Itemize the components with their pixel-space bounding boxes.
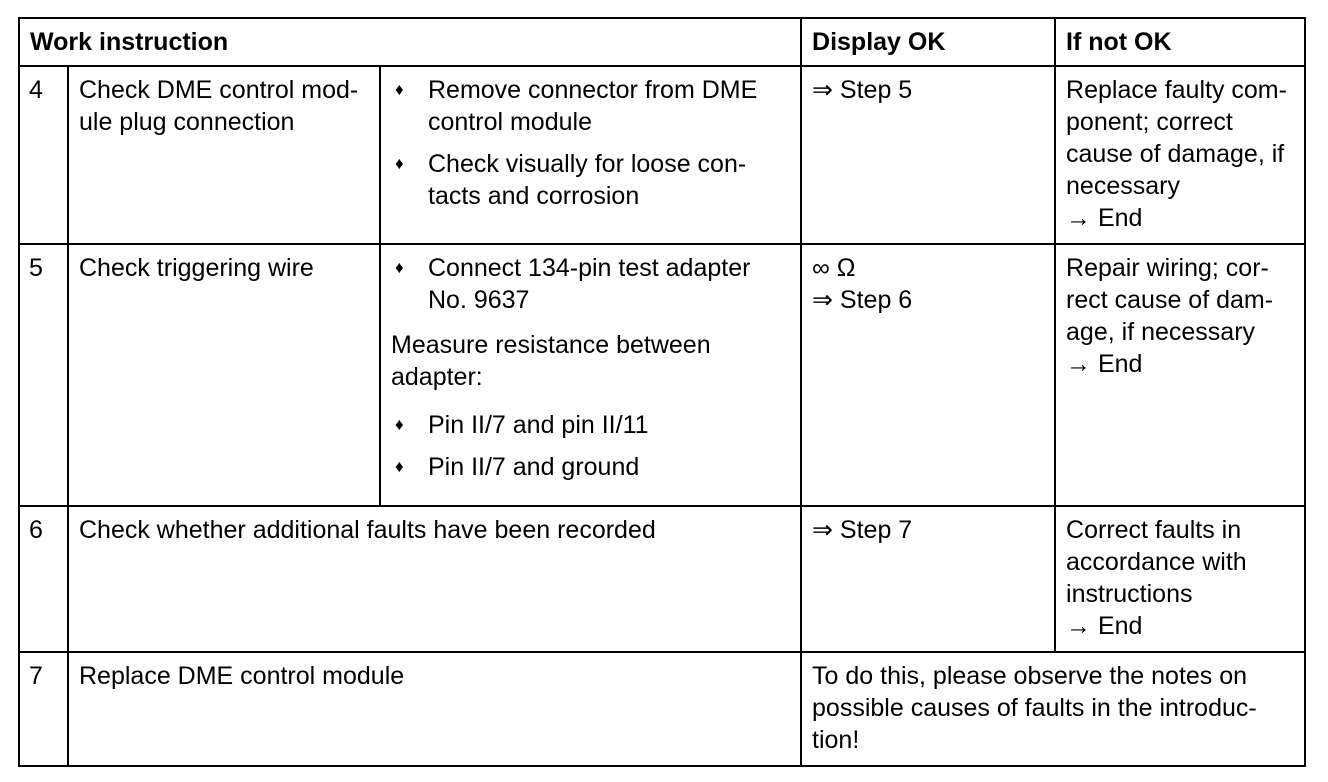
- step-row-4: [19, 66, 1305, 244]
- if-not-ok-cell: [1055, 506, 1305, 652]
- note-line: tion!: [812, 726, 860, 754]
- display-ok-cell: [801, 506, 1055, 652]
- header-display-ok: Display OK: [801, 18, 1055, 66]
- bullet-list: [391, 74, 791, 212]
- work-instruction-table: [18, 17, 1306, 767]
- diamond-bullet-icon: ♦: [395, 154, 404, 173]
- display-ok-cell: [801, 66, 1055, 244]
- step-task: [68, 652, 801, 766]
- step-task: [68, 66, 380, 244]
- ok-line: ⇒ Step 6: [812, 286, 913, 314]
- measure-line: adapter:: [391, 363, 483, 391]
- not-ok-line: age, if necessary: [1066, 318, 1256, 346]
- bullet-line: Connect 134-pin test adapter: [428, 254, 751, 282]
- step-number: 7: [19, 652, 68, 766]
- bullet-item: [391, 74, 791, 138]
- diamond-bullet-icon: ♦: [395, 415, 404, 434]
- task-line: ule plug connection: [79, 108, 295, 136]
- bullet-list: [391, 409, 791, 483]
- header-work-instruction: Work instruction: [19, 18, 801, 66]
- step-number: 5: [19, 244, 68, 506]
- note-line: possible causes of faults in the introduc-: [812, 694, 1257, 722]
- if-not-ok-cell: [1055, 244, 1305, 506]
- measure-line: Measure resistance between: [391, 331, 711, 359]
- step-number: 4: [19, 66, 68, 244]
- not-ok-line: Correct faults in: [1066, 516, 1242, 544]
- header-row: [19, 18, 1305, 66]
- not-ok-line: accordance with: [1066, 548, 1247, 576]
- diamond-bullet-icon: ♦: [395, 457, 404, 476]
- bullet-line: Pin II/7 and ground: [428, 453, 640, 481]
- measure-instruction: [391, 329, 791, 393]
- task-line: Check whether additional faults have been recorded: [79, 516, 656, 544]
- bullet-line: tacts and corrosion: [428, 182, 640, 210]
- not-ok-line: Repair wiring; cor-: [1066, 254, 1269, 282]
- bullet-item: [391, 451, 791, 483]
- task-line: Check DME control mod-: [79, 76, 359, 104]
- task-line: Check triggering wire: [79, 254, 314, 282]
- bullet-line: control module: [428, 108, 592, 136]
- bullet-item: [391, 252, 791, 316]
- step-row-5: [19, 244, 1305, 506]
- bullet-list: [391, 252, 791, 316]
- bullet-line: No. 9637: [428, 286, 530, 314]
- note-line: To do this, please observe the notes on: [812, 662, 1248, 690]
- step-details: [380, 244, 801, 506]
- not-ok-line: instructions: [1066, 580, 1193, 608]
- bullet-line: Check visually for loose con-: [428, 150, 747, 178]
- bullet-item: [391, 409, 791, 441]
- task-line: Replace DME control module: [79, 662, 405, 690]
- not-ok-line: rect cause of dam-: [1066, 286, 1274, 314]
- not-ok-line: necessary: [1066, 172, 1180, 200]
- step-task: [68, 244, 380, 506]
- not-ok-line: → End: [1066, 350, 1143, 378]
- step-row-7: [19, 652, 1305, 766]
- bullet-line: Pin II/7 and pin II/11: [428, 411, 649, 439]
- diamond-bullet-icon: ♦: [395, 258, 404, 277]
- ok-line: ⇒ Step 5: [812, 76, 913, 104]
- bullet-item: [391, 148, 791, 212]
- diamond-bullet-icon: ♦: [395, 80, 404, 99]
- not-ok-line: Replace faulty com-: [1066, 76, 1287, 104]
- not-ok-line: → End: [1066, 204, 1143, 232]
- not-ok-line: → End: [1066, 612, 1143, 640]
- step-note: [801, 652, 1305, 766]
- step-row-6: [19, 506, 1305, 652]
- display-ok-cell: [801, 244, 1055, 506]
- bullet-line: Remove connector from DME: [428, 76, 758, 104]
- if-not-ok-cell: [1055, 66, 1305, 244]
- step-details: [380, 66, 801, 244]
- step-number: 6: [19, 506, 68, 652]
- header-if-not-ok: If not OK: [1055, 18, 1305, 66]
- ok-line: ∞ Ω: [812, 254, 856, 282]
- step-task: [68, 506, 801, 652]
- ok-line: ⇒ Step 7: [812, 516, 913, 544]
- not-ok-line: ponent; correct: [1066, 108, 1233, 136]
- not-ok-line: cause of damage, if: [1066, 140, 1285, 168]
